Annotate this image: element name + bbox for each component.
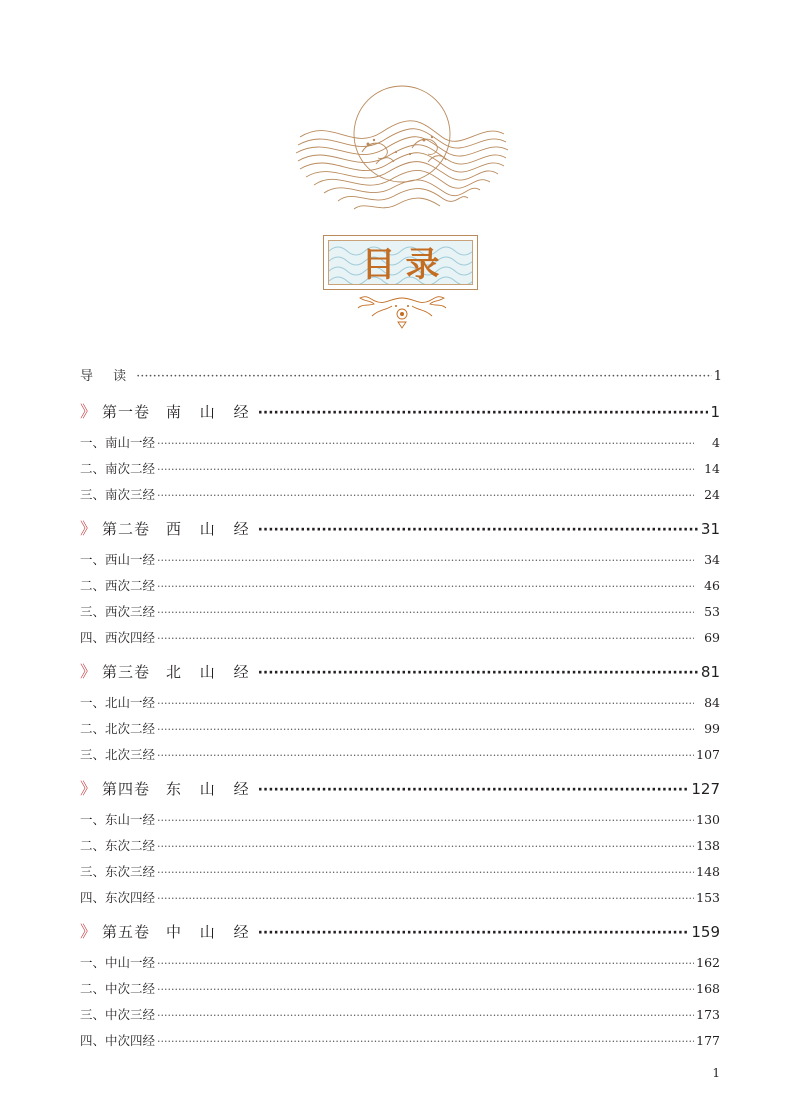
toc-section-entry[interactable]	[80, 1002, 722, 1028]
scroll-ornament-icon	[352, 292, 452, 330]
volume-number: 第三卷	[102, 663, 151, 681]
volume-number: 第二卷	[102, 520, 151, 538]
toc-section-entry[interactable]	[80, 456, 722, 482]
dot-leader	[157, 717, 694, 743]
toc-volume-heading[interactable]	[80, 914, 722, 950]
section-label: 二、南次二经	[80, 461, 156, 476]
dot-leader	[157, 457, 694, 483]
section-label: 二、中次二经	[80, 981, 156, 996]
section-page: 34	[704, 552, 720, 567]
section-label: 一、南山一经	[80, 435, 156, 450]
section-page: 162	[696, 955, 720, 970]
toc-entry-label: 导 读	[80, 369, 135, 384]
dot-leader	[157, 574, 694, 600]
dot-leader	[157, 1003, 694, 1029]
section-page: 84	[704, 695, 720, 710]
volume-marker-icon: 》	[80, 922, 97, 941]
dot-leader	[258, 512, 699, 548]
section-page: 177	[696, 1033, 720, 1048]
section-label: 一、北山一经	[80, 695, 156, 710]
section-page: 4	[712, 435, 720, 450]
section-page: 153	[696, 890, 720, 905]
dot-leader	[157, 743, 694, 769]
toc-section-entry[interactable]	[80, 950, 722, 976]
page-title: 目录	[361, 245, 450, 285]
toc-section-entry[interactable]	[80, 807, 722, 833]
section-label: 三、南次三经	[80, 487, 156, 502]
volume-marker-icon: 》	[80, 402, 97, 421]
dot-leader	[157, 600, 694, 626]
volume-number: 第五卷	[102, 923, 151, 941]
section-page: 24	[704, 487, 720, 502]
dot-leader	[157, 431, 694, 457]
section-page: 173	[696, 1007, 720, 1022]
volume-marker-icon: 》	[80, 779, 97, 798]
dot-leader	[157, 691, 694, 717]
toc-entry-intro[interactable]	[80, 363, 722, 391]
toc-section-entry[interactable]	[80, 885, 722, 911]
section-page: 107	[696, 747, 720, 762]
volume-marker-icon: 》	[80, 519, 97, 538]
volume-number: 第四卷	[102, 780, 151, 798]
dot-leader	[157, 834, 694, 860]
section-page: 168	[696, 981, 720, 996]
dot-leader	[136, 363, 712, 391]
toc-section-entry[interactable]	[80, 833, 722, 859]
title-plate	[323, 235, 478, 290]
sun-over-waves-icon	[292, 82, 512, 232]
volume-page: 81	[700, 663, 720, 681]
toc-volume-heading[interactable]	[80, 394, 722, 430]
section-page: 14	[704, 461, 720, 476]
title-wave-background	[328, 240, 473, 285]
volume-number: 第一卷	[102, 403, 151, 421]
dot-leader	[157, 808, 694, 834]
toc-section-entry[interactable]	[80, 742, 722, 768]
dot-leader	[258, 395, 709, 431]
section-page: 148	[696, 864, 720, 879]
toc-section-entry[interactable]	[80, 859, 722, 885]
dot-leader	[157, 860, 694, 886]
dot-leader	[157, 886, 694, 912]
toc-section-entry[interactable]	[80, 1028, 722, 1054]
section-label: 一、西山一经	[80, 552, 156, 567]
toc-section-entry[interactable]	[80, 482, 722, 508]
page-number: 1	[712, 1066, 720, 1080]
toc-section-entry[interactable]	[80, 625, 722, 651]
section-label: 一、东山一经	[80, 812, 156, 827]
toc-section-entry[interactable]	[80, 690, 722, 716]
section-label: 三、西次三经	[80, 604, 156, 619]
dot-leader	[258, 915, 690, 951]
toc-section-entry[interactable]	[80, 547, 722, 573]
volume-name: 中 山 经	[166, 923, 256, 941]
dot-leader	[157, 483, 694, 509]
dot-leader	[157, 626, 694, 652]
section-label: 一、中山一经	[80, 955, 156, 970]
section-label: 三、北次三经	[80, 747, 156, 762]
toc-volume-heading[interactable]	[80, 654, 722, 690]
dot-leader	[258, 655, 699, 691]
volume-page: 31	[700, 520, 720, 538]
volume-name: 南 山 经	[166, 403, 256, 421]
volume-name: 北 山 经	[166, 663, 256, 681]
section-label: 三、中次三经	[80, 1007, 156, 1022]
dot-leader	[157, 977, 694, 1003]
dot-leader	[157, 1029, 694, 1055]
toc-section-entry[interactable]	[80, 976, 722, 1002]
volume-marker-icon: 》	[80, 662, 97, 681]
section-label: 四、西次四经	[80, 630, 156, 645]
section-label: 二、北次二经	[80, 721, 156, 736]
dot-leader	[157, 548, 694, 574]
volume-page: 127	[691, 780, 720, 798]
table-of-contents	[80, 363, 722, 1054]
toc-section-entry[interactable]	[80, 573, 722, 599]
section-label: 四、中次四经	[80, 1033, 156, 1048]
volume-name: 东 山 经	[166, 780, 256, 798]
section-page: 46	[704, 578, 720, 593]
section-label: 二、东次二经	[80, 838, 156, 853]
volume-page: 1	[710, 403, 720, 421]
section-page: 53	[704, 604, 720, 619]
dot-leader	[157, 951, 694, 977]
section-page: 69	[704, 630, 720, 645]
section-page: 138	[696, 838, 720, 853]
dot-leader	[258, 772, 690, 808]
section-label: 三、东次三经	[80, 864, 156, 879]
toc-volume-heading[interactable]	[80, 511, 722, 547]
section-page: 99	[704, 721, 720, 736]
toc-section-entry[interactable]	[80, 430, 722, 456]
toc-section-entry[interactable]	[80, 716, 722, 742]
section-label: 四、东次四经	[80, 890, 156, 905]
toc-section-entry[interactable]	[80, 599, 722, 625]
toc-entry-page: 1	[713, 369, 722, 384]
toc-volume-heading[interactable]	[80, 771, 722, 807]
section-label: 二、西次二经	[80, 578, 156, 593]
section-page: 130	[696, 812, 720, 827]
volume-page: 159	[691, 923, 720, 941]
volume-name: 西 山 经	[166, 520, 256, 538]
